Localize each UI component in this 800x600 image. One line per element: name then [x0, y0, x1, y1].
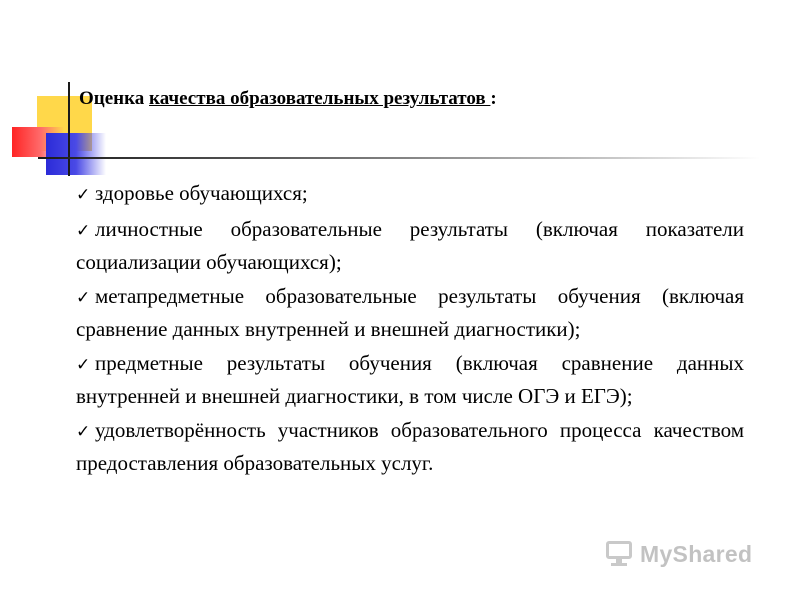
- list-item-text: здоровье обучающихся;: [95, 181, 308, 205]
- list-item: [76, 348, 744, 412]
- list-item-text: личностные образовательные результаты (включая показатели социализации обучающихся);: [76, 217, 744, 274]
- list-item: [76, 178, 744, 211]
- monitor-icon: [606, 541, 636, 567]
- list-item: [76, 281, 744, 345]
- checkmark-icon: ✓: [76, 355, 91, 375]
- checkmark-icon: ✓: [76, 221, 91, 241]
- checkmark-icon: ✓: [76, 422, 91, 442]
- checkmark-icon: ✓: [76, 288, 91, 308]
- list-item: [76, 214, 744, 278]
- decor-blue-square: [46, 133, 106, 175]
- title-suffix: :: [490, 88, 497, 109]
- watermark-logo: [606, 538, 752, 570]
- watermark-text: MyShared: [640, 540, 753, 567]
- list-item-text: метапредметные образовательные результаты обучения (включая сравнение данных внутренней и внешней диагностики);: [76, 284, 744, 341]
- list-item: [76, 415, 744, 479]
- title-prefix: Оценка: [79, 88, 150, 109]
- checkmark-icon: ✓: [76, 185, 91, 205]
- criteria-list: [76, 178, 744, 482]
- title-underlined: качества образовательных результатов: [149, 88, 491, 109]
- decor-horizontal-line: [38, 157, 760, 159]
- slide-title: [79, 88, 497, 110]
- list-item-text: удовлетворённость участников образовательного процесса качеством предоставления образовательных услуг.: [76, 418, 744, 475]
- list-item-text: предметные результаты обучения (включая сравнение данных внутренней и внешней диагностики, в том числе ОГЭ и ЕГЭ);: [76, 351, 744, 408]
- decor-vertical-line: [68, 82, 70, 176]
